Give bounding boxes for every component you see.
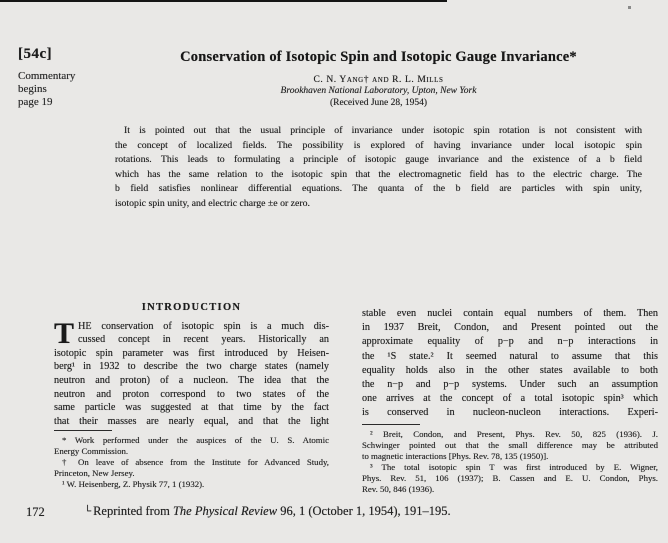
abstract-line: which has the same relation to the isotopic spin that the electromagnetic field has to the electric charge. The [115, 168, 642, 180]
footnote-line: to magnetic interactions [Phys. Rev. 78, 135 (1950)]. [362, 451, 549, 461]
body-line: stable even nuclei contain equal numbers of them. Then [362, 308, 658, 319]
abstract-line: b field satisfies nonlinear differential equations. The quanta of the b field are particles with spin unity, [115, 183, 642, 195]
footnote-line: ³ The total isotopic spin T was first introduced by E. Wigner, [370, 462, 658, 472]
footnote-line: ² Breit, Condon, and Present, Phys. Rev. 50, 825 (1936). J. [370, 429, 658, 439]
body-line: in 1937 Breit, Condon, and Present pointed out the [362, 322, 658, 334]
footnote-line: Phys. Rev. 51, 106 (1937); B. Cassen and E. U. Condon, Phys. [362, 473, 658, 483]
reprint-credit-line [84, 504, 451, 519]
section-heading-introduction: INTRODUCTION [141, 302, 242, 313]
paper-title: Conservation of Isotopic Spin and Isotopic Gauge Invariance* [180, 49, 577, 65]
body-line: approximate equality of p−p and n−p interactions in [362, 336, 658, 348]
commentary-note-line: Commentary [18, 70, 76, 82]
body-line: the ¹S state.² It seemed natural to assume that this [362, 350, 658, 362]
footnote-line: † On leave of absence from the Institute for Advanced Study, [62, 457, 329, 467]
dropcap-letter: T [54, 316, 75, 350]
abstract-line: isotopic spin unity, and electric charge ±e or zero. [115, 197, 310, 209]
page-number: 172 [26, 505, 45, 519]
abstract [115, 124, 642, 212]
commentary-note-line: page 19 [18, 96, 53, 108]
footnote-rule [362, 424, 420, 425]
reprint-collection-tag: [54c] [18, 46, 53, 62]
footnote-line: * Work performed under the auspices of the U. S. Atomic [62, 435, 329, 445]
received-date-line: (Received June 28, 1954) [329, 98, 428, 108]
journal-name: The Physical Review [172, 504, 278, 518]
footnotes-left [54, 430, 329, 490]
introduction-paragraph [54, 316, 329, 429]
body-line: that their masses are nearly equal, and that the light [54, 415, 329, 427]
left-column [54, 301, 329, 428]
body-line: berg¹ in 1932 to describe the two charge states (namely [54, 361, 329, 373]
footnote-line: Energy Commission. [54, 446, 129, 456]
body-line: same particle was suggested at that time by the fact [54, 402, 329, 414]
affiliation-line: Brookhaven National Laboratory, Upton, New York [280, 86, 477, 96]
scan-speck-artifact [628, 6, 631, 9]
body-line: neutron and proton) of a nucleon. The idea that the [54, 374, 329, 386]
reprint-prefix: Reprinted from [93, 504, 173, 518]
corner-mark: └ [84, 506, 92, 517]
body-line: cussed concept in recent years. Historically an [78, 334, 329, 346]
abstract-line: It is pointed out that the usual principle of invariance under isotopic spin rotation is not consistent with [124, 125, 642, 136]
abstract-line: rotations. This leads to formulating a principle of isotopic gauge invariance and the existence of a b field [115, 154, 642, 166]
footnote-rule [54, 430, 112, 431]
body-line: one arrives at the concept of a total isotopic spin³ which [362, 393, 658, 405]
body-line: is conserved in nucleon-nucleon interactions. Experi- [362, 407, 658, 419]
footnote-line: ¹ W. Heisenberg, Z. Physik 77, 1 (1932). [62, 479, 205, 489]
body-line: the n−p and p−p systems. Under such an assumption [362, 379, 658, 391]
reprint-citation: 96, 1 (October 1, 1954), 191–195. [277, 504, 451, 518]
body-line: isotopic spin parameter was first introduced by Heisen- [54, 347, 329, 359]
right-column [362, 307, 658, 421]
scan-edge-artifact [0, 0, 447, 2]
commentary-note [18, 70, 108, 109]
footnote-line: Rev. 50, 846 (1936). [362, 484, 435, 494]
authors-line: C. N. Yang† and R. L. Mills [313, 75, 444, 85]
margin-note [18, 46, 108, 109]
footnotes-right [362, 424, 658, 495]
paper-header [115, 49, 642, 108]
footnote-line: Princeton, New Jersey. [54, 468, 135, 478]
abstract-line: the concept of localized fields. The possibility is explored of having invariance under local isotopic spin [115, 139, 642, 151]
commentary-note-line: begins [18, 83, 47, 95]
body-line: neutron and proton correspond to two states of the [54, 388, 329, 400]
body-line: HE conservation of isotopic spin is a much dis- [78, 320, 329, 332]
body-line: equality holds also in the other states available to both [362, 364, 658, 376]
footnote-line: Schwinger pointed out that the small difference may be attributed [362, 440, 658, 450]
